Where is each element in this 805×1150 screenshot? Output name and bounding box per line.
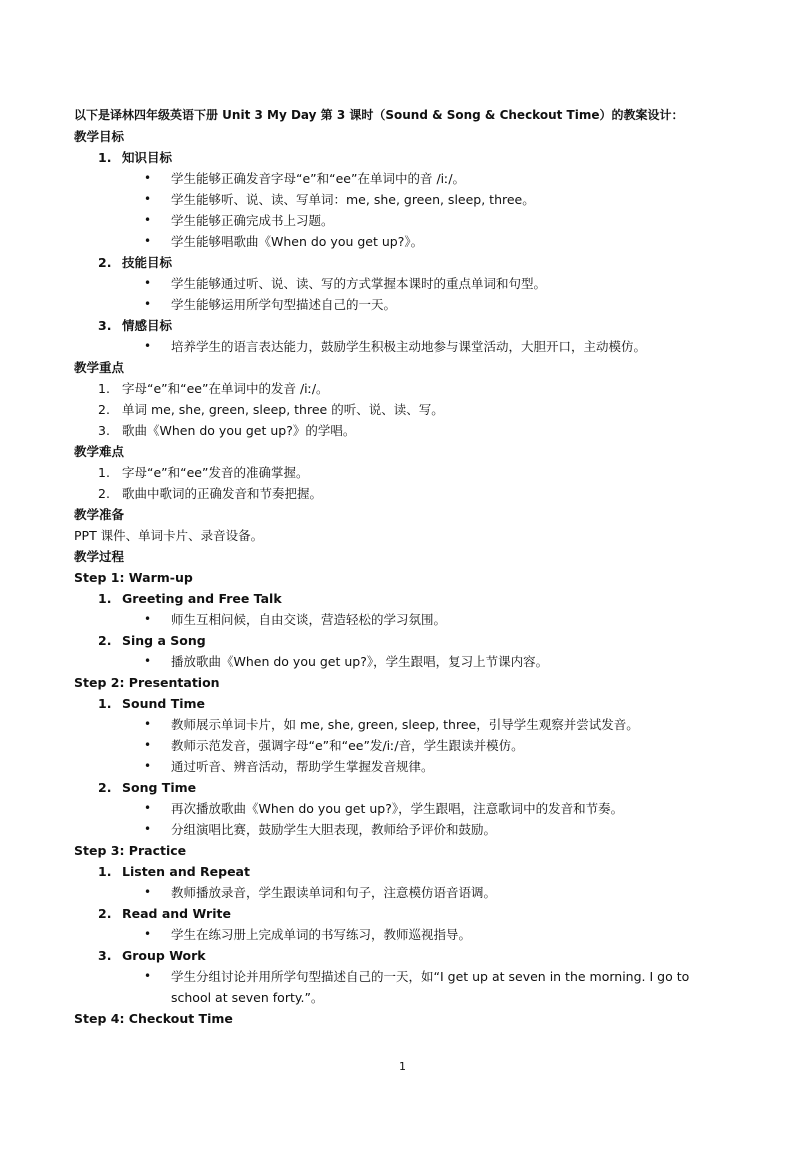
bullet-icon: • [144,738,152,752]
list-item: • 学生能够唱歌曲《When do you get up?》。 [74,231,754,252]
step1-sub2-title: 2. Sing a Song [98,633,206,648]
step2-sub1-title: 1. Sound Time [98,696,206,711]
list-item: 3. 歌曲《When do you get up?》的学唱。 [98,423,356,438]
lesson-plan-body [74,105,754,1029]
list-item: • 再次播放歌曲《When do you get up?》，学生跟唱，注意歌词中的发音和节奏。 [74,798,754,819]
list-item: • 学生能够运用所学句型描述自己的一天。 [74,294,754,315]
step1-title: Step 1: Warm-up [74,570,193,585]
step4-title: Step 4: Checkout Time [74,1011,233,1026]
bullet-icon: • [144,276,152,290]
step1-sub1-title: 1. Greeting and Free Talk [98,591,282,606]
list-item: 2. 歌曲中歌词的正确发音和节奏把握。 [98,486,323,501]
list-item: • 播放歌曲《When do you get up?》，学生跟唱，复习上节课内容。 [74,651,754,672]
page-number: 1 [399,1060,406,1073]
key-points-heading: 教学重点 [74,360,125,375]
bullet-icon: • [144,759,152,773]
step2-title: Step 2: Presentation [74,675,220,690]
intro-line: 以下是译林四年级英语下册 Unit 3 My Day 第 3 课时（Sound & Song & Checkout Time）的教案设计： [74,108,684,122]
bullet-icon: • [144,192,152,206]
list-item: • 师生互相问候，自由交谈，营造轻松的学习氛围。 [74,609,754,630]
bullet-icon: • [144,654,152,668]
list-item: • 教师示范发音，强调字母“e”和“ee”发/iː/音，学生跟读并模仿。 [74,735,754,756]
emotion-objective-title: 3. 情感目标 [98,318,173,333]
bullet-icon: • [144,717,152,731]
bullet-icon: • [144,927,152,941]
list-item: 2. 单词 me, she, green, sleep, three 的听、说、读、写。 [98,402,444,417]
process-heading: 教学过程 [74,549,125,564]
list-item: • 学生能够听、说、读、写单词：me, she, green, sleep, three。 [74,189,754,210]
list-item: 1. 字母“e”和“ee”发音的准确掌握。 [98,465,309,480]
list-item: • 学生能够通过听、说、读、写的方式掌握本课时的重点单词和句型。 [74,273,754,294]
bullet-icon: • [144,612,152,626]
list-item: • 分组演唱比赛，鼓励学生大胆表现，教师给予评价和鼓励。 [74,819,754,840]
bullet-icon: • [144,969,152,983]
preparation-heading: 教学准备 [74,507,125,522]
bullet-icon: • [144,297,152,311]
bullet-icon: • [144,885,152,899]
bullet-icon: • [144,234,152,248]
preparation-text: PPT 课件、单词卡片、录音设备。 [74,528,264,543]
objectives-heading: 教学目标 [74,129,125,144]
list-item: • 学生在练习册上完成单词的书写练习，教师巡视指导。 [74,924,754,945]
list-item: • 教师展示单词卡片，如 me, she, green, sleep, three，引导学生观察并尝试发音。 [74,714,754,735]
skill-objective-title: 2. 技能目标 [98,255,173,270]
bullet-icon: • [144,339,152,353]
list-item: • 教师播放录音，学生跟读单词和句子，注意模仿语音语调。 [74,882,754,903]
list-item: • 学生能够正确发音字母“e”和“ee”在单词中的音 /iː/。 [74,168,754,189]
bullet-icon: • [144,213,152,227]
bullet-icon: • [144,822,152,836]
step3-sub3-title: 3. Group Work [98,948,206,963]
step2-sub2-title: 2. Song Time [98,780,197,795]
list-item: • 学生能够正确完成书上习题。 [74,210,754,231]
knowledge-objective-title: 1. 知识目标 [98,150,173,165]
difficulties-heading: 教学难点 [74,444,125,459]
step3-sub2-title: 2. Read and Write [98,906,231,921]
list-item: • 学生分组讨论并用所学句型描述自己的一天，如“I get up at seven in the morning. I go to school at seven forty.”。 [74,966,711,1008]
list-item: • 培养学生的语言表达能力，鼓励学生积极主动地参与课堂活动，大胆开口，主动模仿。 [74,336,754,357]
step3-sub1-title: 1. Listen and Repeat [98,864,250,879]
step3-title: Step 3: Practice [74,843,187,858]
list-item: 1. 字母“e”和“ee”在单词中的发音 /iː/。 [98,381,329,396]
list-item: • 通过听音、辨音活动，帮助学生掌握发音规律。 [74,756,754,777]
bullet-icon: • [144,171,152,185]
bullet-icon: • [144,801,152,815]
